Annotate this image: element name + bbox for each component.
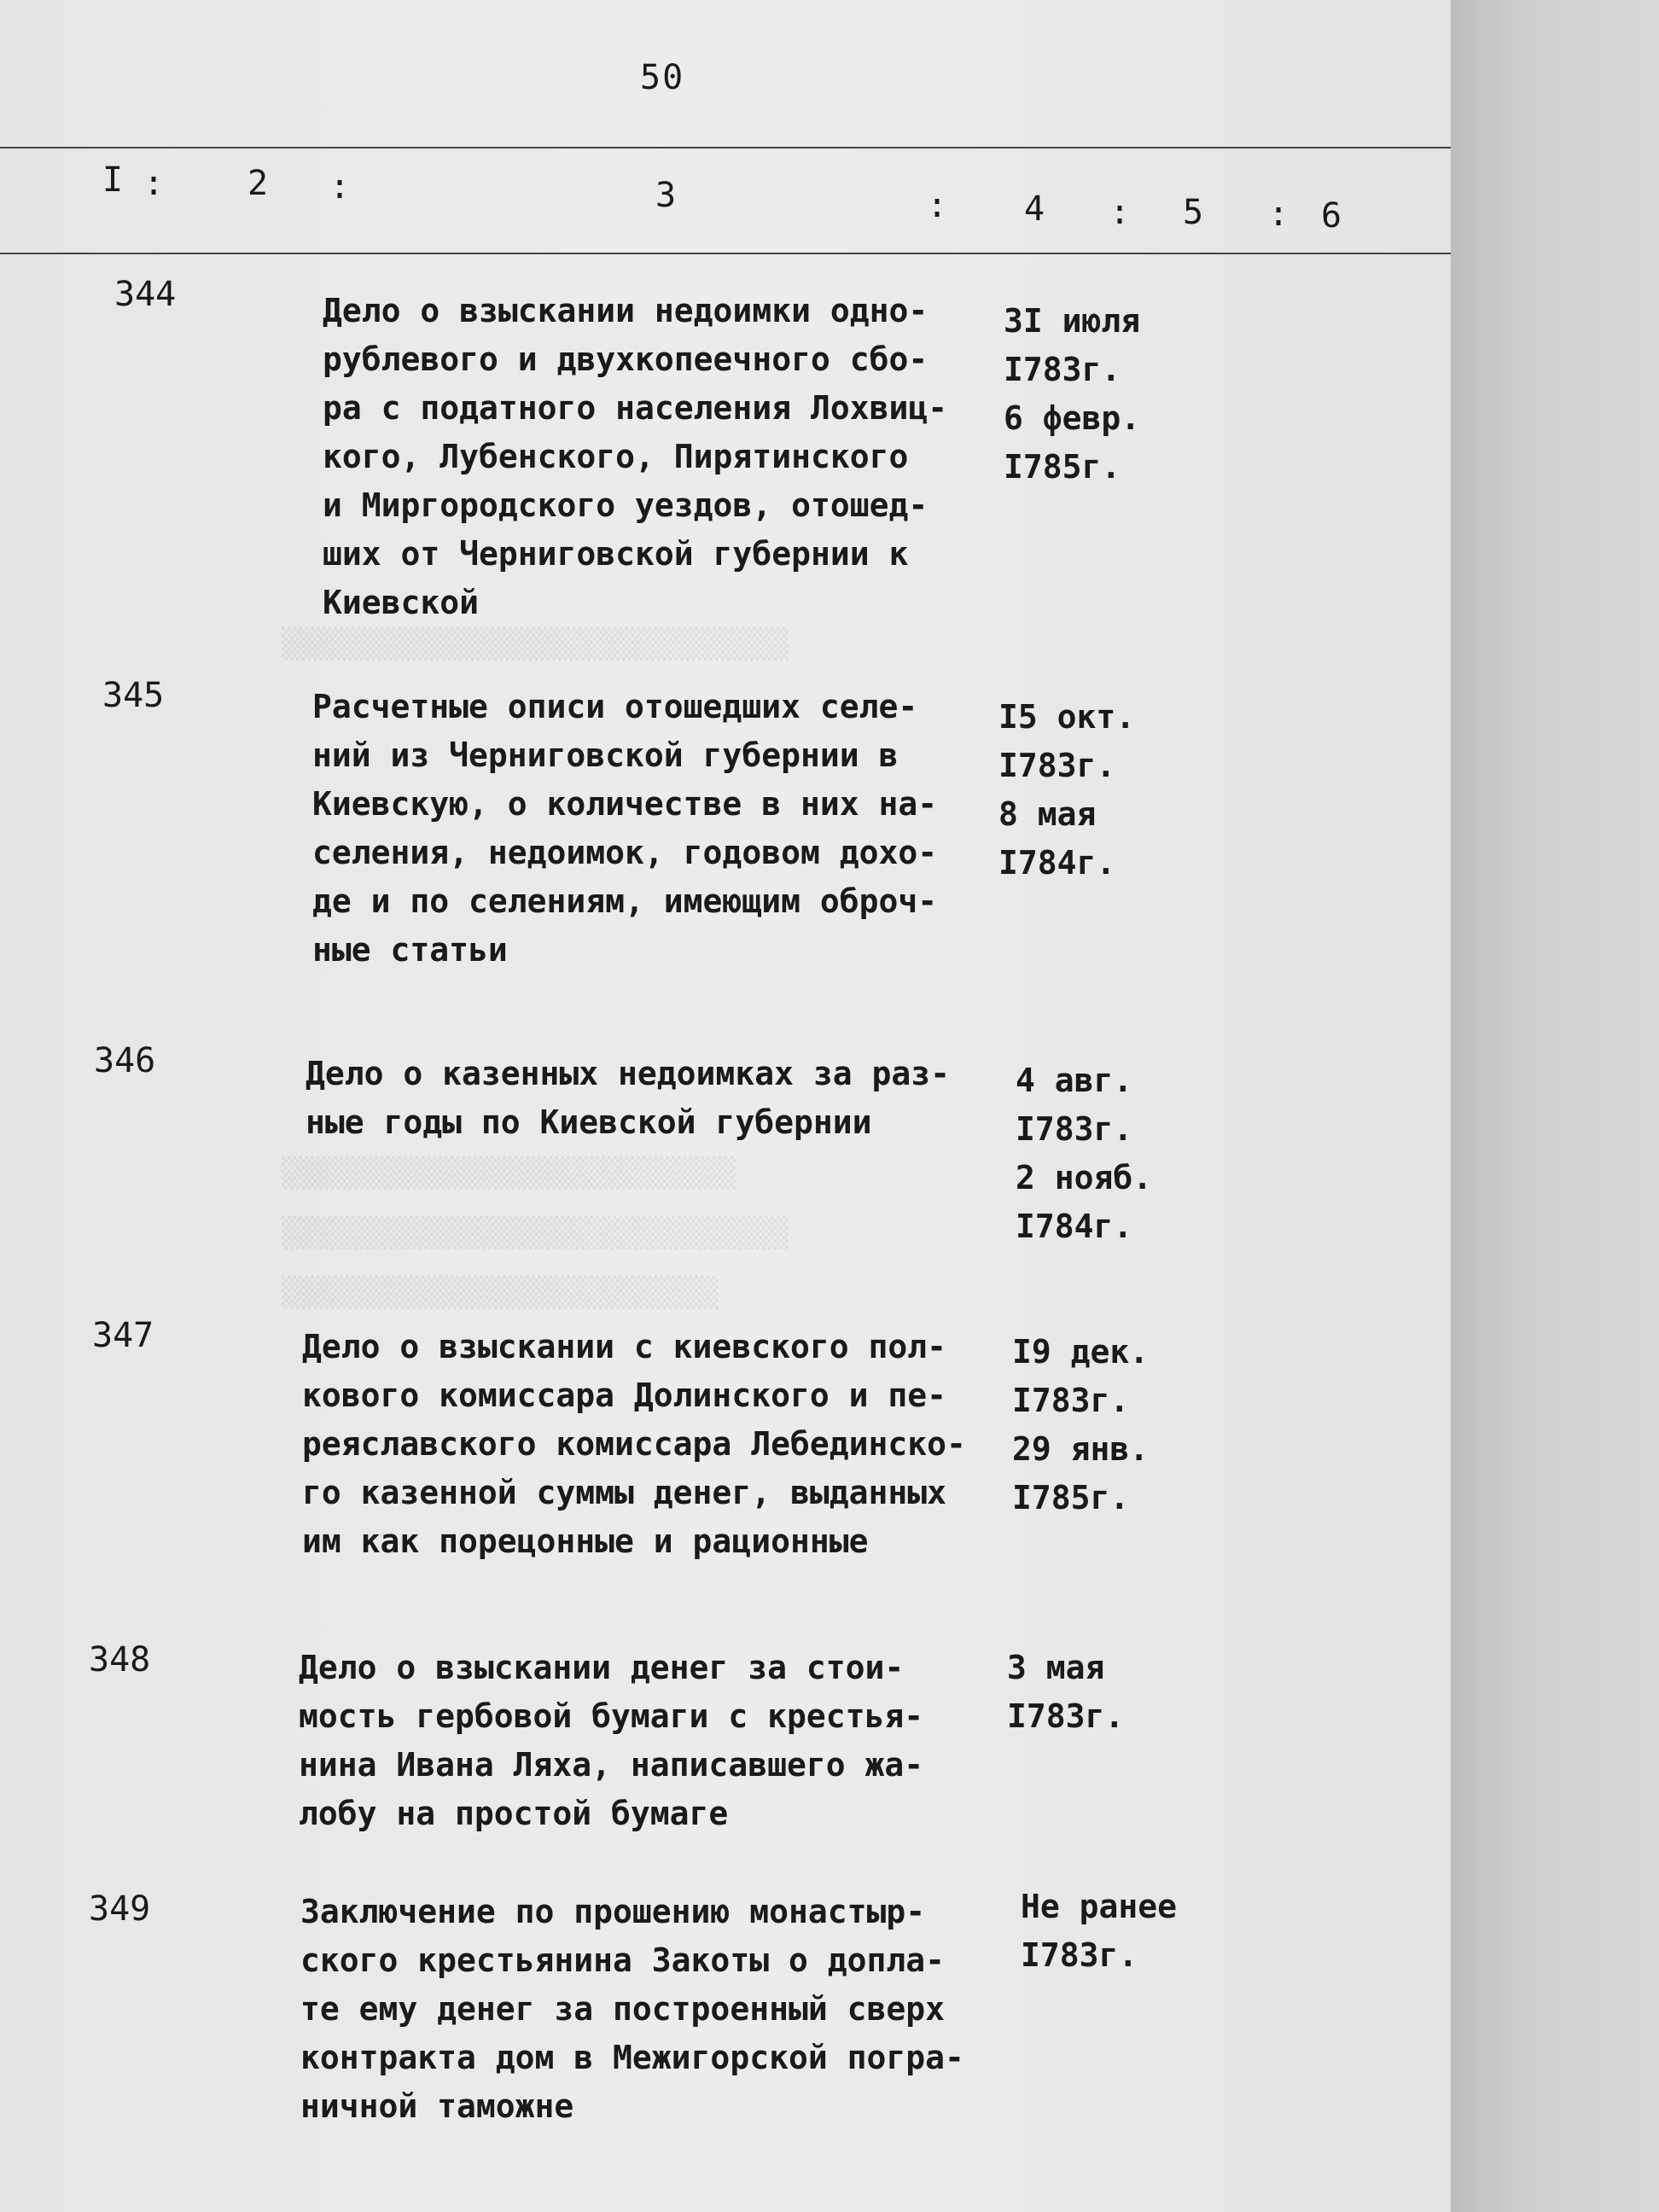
entry-dates: 3 мая I783г.: [1007, 1649, 1125, 1735]
entry-number: 345: [102, 676, 165, 715]
entry-number: 344: [114, 275, 177, 314]
entry-dates: I5 окт. I783г. 8 мая I784г.: [998, 698, 1136, 882]
entry-description: Дело о казенных недоимках за раз- ные годы по Киевской губернии: [306, 1055, 950, 1141]
column-header-separator: :: [143, 164, 165, 203]
entry-number: 347: [92, 1316, 154, 1355]
entry-description: Дело о взыскании денег за стои- мость гербовой бумаги с крестья- нина Ивана Ляха, написавшего жа- лобу на простой бумаге: [299, 1649, 924, 1832]
entry-description: Расчетные описи отошедших селе- ний из Черниговской губернии в Киевскую, о количестве в них на- селения, недоимок, годовом дохо- де и по селениям, имеющим оброч- ные статьи: [312, 688, 938, 969]
entry-dates: 4 авг. I783г. 2 нояб. I784г.: [1016, 1062, 1153, 1245]
page-number: 50: [640, 58, 685, 97]
entry-description: Дело о взыскании с киевского пол- кового комиссара Долинского и пе- реяславского комиссара Лебединско- го казенной суммы денег, выданных им как порецонные и рационные: [302, 1328, 966, 1560]
entry-number: 346: [94, 1041, 156, 1080]
column-header-2: 2: [247, 164, 269, 203]
column-header-separator: :: [927, 186, 948, 225]
column-header-6: 6: [1321, 196, 1342, 236]
column-header-separator: :: [1268, 195, 1289, 234]
column-header-separator: :: [329, 167, 351, 207]
header-rule-top: [0, 147, 1451, 148]
column-header-separator: :: [1109, 193, 1131, 232]
column-header-5: 5: [1183, 193, 1204, 232]
entry-dates: Не ранее I783г.: [1021, 1888, 1178, 1974]
page-edge-shadow: [1451, 0, 1659, 2212]
column-header-3: 3: [655, 176, 677, 215]
bleed-through-text: ▒▒▒▒▒▒▒▒▒▒▒▒▒▒▒▒▒▒▒▒▒▒▒▒▒▒ ▒▒▒▒▒▒▒▒▒▒▒▒▒▒▒▒▒▒▒▒▒▒▒▒▒▒▒▒▒ ▒▒▒▒▒▒▒▒▒▒▒▒▒▒▒▒▒▒▒▒▒▒▒▒▒: [282, 1156, 789, 1310]
column-header-4: 4: [1024, 189, 1045, 229]
entry-number: 348: [89, 1640, 151, 1679]
entry-number: 349: [89, 1889, 151, 1929]
bleed-through-text: ▒▒▒▒▒▒▒▒▒▒▒▒▒▒▒▒▒▒▒▒▒▒▒▒▒▒▒▒▒: [282, 627, 789, 661]
entry-dates: I9 дек. I783г. 29 янв. I785г.: [1012, 1333, 1150, 1516]
column-header-1: I: [102, 160, 124, 200]
entry-description: Дело о взыскании недоимки одно- рублевого и двухкопеечного сбо- ра с податного населения Лохвиц- кого, Лубенского, Пирятинского и Миргородского уездов, отошед- ших от Черниговской губернии к Киевской: [323, 292, 948, 621]
entry-description: Заключение по прошению монастыр- ского крестьянина Закоты о допла- те ему денег за построенный сверх контракта дом в Межигорской погра- ничной таможне: [300, 1893, 964, 2125]
entry-dates: 3I июля I783г. 6 февр. I785г.: [1004, 302, 1141, 486]
header-rule-bottom: [0, 253, 1451, 254]
